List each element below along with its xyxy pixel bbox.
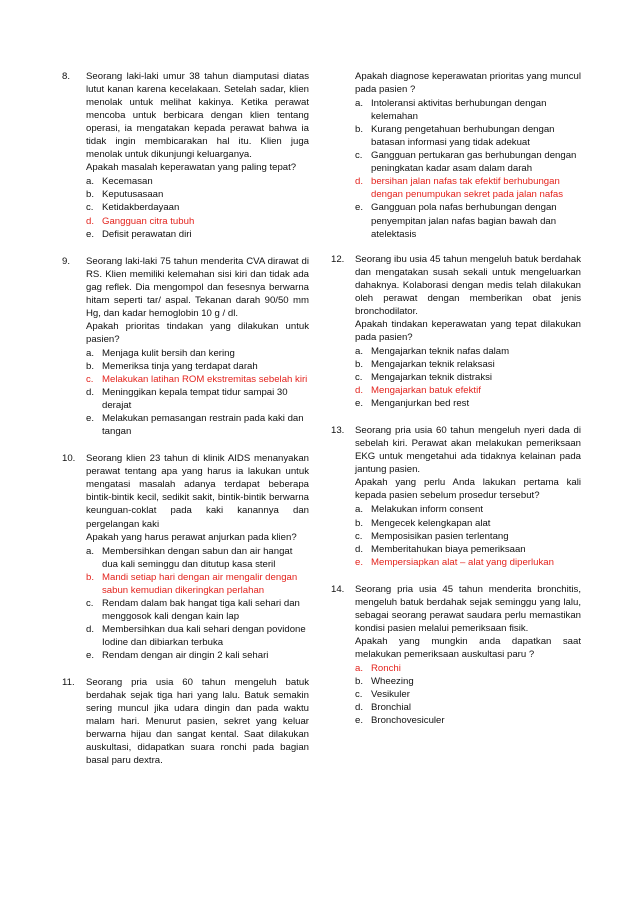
option-letter: b. (355, 124, 364, 136)
option-text: Gangguan pola nafas berhubungan dengan penyempitan jalan nafas bagian bawah dan atelektasis (371, 202, 557, 240)
option-letter: d. (355, 702, 364, 714)
option-text: Mengecek kelengkapan alat (371, 517, 491, 529)
question-number: 11. (62, 677, 75, 689)
option-letter: a. (86, 176, 95, 188)
question-body (355, 253, 581, 411)
answer-option (355, 201, 581, 240)
answer-option (86, 360, 309, 373)
option-text: Mandi setiap hari dengan air mengalir dengan sabun kemudian dikeringkan perlahan (102, 571, 298, 596)
option-letter: d. (86, 387, 95, 399)
question-prompt: Apakah masalah keperawatan yang paling tepat? (86, 162, 297, 174)
option-text: Menganjurkan bed rest (371, 398, 470, 410)
right-column (331, 70, 581, 741)
answer-option (355, 149, 581, 175)
option-text: Ketidakberdayaan (102, 202, 180, 214)
answer-option (355, 358, 581, 371)
question-number: 14. (331, 583, 345, 595)
answer-option (86, 412, 309, 438)
answer-option-correct (355, 556, 581, 569)
option-letter: e. (86, 413, 95, 425)
option-letter: d. (355, 385, 364, 397)
option-text: Kecemasan (102, 176, 153, 188)
option-text: Vesikuler (371, 689, 410, 701)
option-letter: d. (86, 623, 95, 635)
option-text: Mengajarkan teknik relaksasi (371, 358, 495, 370)
answer-option-correct (86, 571, 309, 597)
option-list (355, 662, 581, 727)
option-letter: c. (355, 530, 363, 542)
question-prompt: Apakah tindakan keperawatan yang tepat dilakukan pada pasien? (355, 318, 581, 343)
question-body (86, 255, 309, 439)
question-stem: Seorang pria usia 60 tahun mengeluh nyeri dada di sebelah kiri. Perawat akan melakukan pemeriksaan EKG untuk mengetahui ada tidaknya kelainan pada jantung pasien. (355, 425, 581, 476)
option-list (355, 503, 581, 568)
answer-option (355, 517, 581, 530)
option-text: Wheezing (371, 676, 414, 688)
question-prompt: Apakah yang perlu Anda lakukan pertama kali kepada pasien sebelum prosedur tersebut? (355, 477, 581, 502)
option-text: Meninggikan kepala tempat tidur sampai 30 derajat (102, 387, 288, 412)
option-letter: b. (86, 571, 95, 583)
answer-option (355, 688, 581, 701)
option-text: Memberitahukan biaya pemeriksaan (371, 543, 526, 555)
answer-option (86, 228, 309, 241)
answer-option (355, 123, 581, 149)
option-text: Membersihkan dengan sabun dan air hangat dua kali seminggu dan ditutup kasa steril (102, 545, 293, 570)
question-stem: Seorang pria usia 45 tahun menderita bronchitis, mengeluh batuk berdahak sejak seminggu yang lalu, sebagai seorang perawat saudara perlu memastikan kondisi pasien melalui pemeriksaan fisik. (355, 583, 581, 634)
option-text: Keputusasaan (102, 189, 164, 201)
question-stem: Seorang laki-laki 75 tahun menderita CVA dirawat di RS. Klien memiliki kelemahan sisi kiri dan tidak ada gag reflek. Dia mengompol dan fesesnya berwarna hitam seperti tar/ aspal. Tekanan darah 90/50 mm Hg, dan kadar hemoglobin 10 g / dl. (86, 255, 309, 319)
answer-option (355, 371, 581, 384)
option-letter: c. (86, 374, 94, 386)
answer-option (355, 503, 581, 516)
question-prompt: Apakah yang harus perawat anjurkan pada klien? (86, 531, 297, 543)
question-continuation (331, 70, 581, 241)
option-text: Bronchial (371, 702, 411, 714)
answer-option-correct (355, 662, 581, 675)
answer-option (86, 188, 309, 201)
question-prompt: Apakah diagnose keperawatan prioritas yang muncul pada pasien ? (355, 71, 581, 96)
question-block (62, 452, 309, 662)
option-text: Bronchovesiculer (371, 715, 445, 727)
option-letter: a. (86, 545, 95, 557)
option-letter: c. (355, 372, 363, 384)
answer-option (355, 530, 581, 543)
option-text: Gangguan pertukaran gas berhubungan dengan peningkatan kadar asam dalam darah (371, 150, 577, 175)
option-letter: a. (355, 504, 364, 516)
option-list (355, 345, 581, 410)
option-text: Mengajarkan teknik nafas dalam (371, 345, 510, 357)
option-list (86, 545, 309, 662)
option-text: Melakukan pemasangan restrain pada kaki dan tangan (102, 413, 304, 438)
option-text: Melakukan inform consent (371, 504, 483, 516)
option-text: Rendam dalam bak hangat tiga kali sehari dan menggosok kali dengan kain lap (102, 597, 300, 622)
option-letter: e. (355, 715, 364, 727)
answer-option-correct (86, 373, 309, 386)
question-prompt: Apakah yang mungkin anda dapatkan saat melakukan pemeriksaan auskultasi paru ? (355, 635, 581, 660)
option-letter: d. (355, 543, 364, 555)
answer-option (86, 545, 309, 571)
answer-option (355, 675, 581, 688)
option-text: Intoleransi aktivitas berhubungan dengan kelemahan (371, 98, 547, 123)
answer-option (86, 386, 309, 412)
answer-option (355, 97, 581, 123)
question-block (62, 70, 309, 241)
question-block (331, 424, 581, 569)
question-stem: Seorang klien 23 tahun di klinik AIDS menanyakan perawat tentang apa yang harus ia lakukan untuk mengatasi masalah adanya terdapat beberapa bintik-bintik kecil, sedikit sakit, bintik-bintik berwarna keunguan-coklat pada kaki kanannya dan pergelangan kaki (86, 453, 309, 530)
question-block (331, 253, 581, 411)
question-number: 13. (331, 425, 345, 437)
option-list (86, 347, 309, 438)
answer-option (86, 649, 309, 662)
answer-option (355, 345, 581, 358)
option-text: Menjaga kulit bersih dan kering (102, 347, 235, 359)
answer-option (86, 201, 309, 214)
question-block (62, 255, 309, 439)
option-text: Defisit perawatan diri (102, 228, 192, 240)
question-stem: Seorang pria usia 60 tahun mengeluh batuk berdahak sejak tiga hari yang lalu. Batuk semakin sering muncul jika udara dingin dan pada waktu malam hari. Menurut pasien, sekret yang keluar berwarna hijau dan sangat kental. Saat dilakukan auskultasi, didapatkan suara ronchi pada bagian basal paru dextra. (86, 677, 309, 767)
question-body (355, 424, 581, 569)
option-text: Mengajarkan teknik distraksi (371, 372, 493, 384)
option-letter: d. (355, 176, 364, 188)
answer-option-correct (355, 384, 581, 397)
answer-option (86, 347, 309, 360)
option-list (86, 175, 309, 240)
option-text: Gangguan citra tubuh (102, 215, 195, 227)
option-letter: a. (355, 98, 364, 110)
option-letter: a. (86, 347, 95, 359)
option-letter: c. (86, 597, 94, 609)
option-letter: b. (86, 360, 95, 372)
option-letter: c. (355, 150, 363, 162)
answer-option-correct (86, 215, 309, 228)
option-text: bersihan jalan nafas tak efektif berhubungan dengan penumpukan sekret pada jalan nafas (371, 176, 564, 201)
question-number: 10. (62, 453, 76, 465)
option-letter: b. (355, 358, 364, 370)
option-text: Mempersiapkan alat – alat yang diperlukan (371, 556, 554, 568)
answer-option (86, 175, 309, 188)
option-list (355, 97, 581, 241)
answer-option-correct (355, 175, 581, 201)
answer-option (355, 714, 581, 727)
answer-option (86, 597, 309, 623)
question-body (355, 583, 581, 728)
question-body (86, 70, 309, 241)
option-letter: e. (86, 228, 95, 240)
question-stem: Seorang laki-laki umur 38 tahun diamputasi diatas lutut kanan karena kecelakaan. Setelah sadar, klien menolak untuk melihat kakinya. Ketika perawat mencoba untuk berbicara dengan klien tentang operasi, ia mengatakan kepada perawat bahwa ia tidak ingin membicarakan hal itu. Klien juga menolak untuk dikunjungi keluarganya. (86, 71, 309, 161)
answer-option (355, 701, 581, 714)
left-column (62, 70, 309, 781)
question-body (86, 452, 309, 662)
option-letter: e. (355, 398, 364, 410)
option-text: Memeriksa tinja yang terdapat darah (102, 360, 258, 372)
option-letter: e. (355, 202, 364, 214)
option-text: Mengajarkan batuk efektif (371, 385, 481, 397)
answer-option (355, 397, 581, 410)
question-number: 12. (331, 253, 345, 265)
question-number: 9. (62, 255, 71, 267)
option-letter: c. (355, 689, 363, 701)
option-letter: b. (86, 189, 95, 201)
option-text: Melakukan latihan ROM ekstremitas sebelah kiri (102, 374, 308, 386)
option-text: Kurang pengetahuan berhubungan dengan batasan informasi yang tidak adekuat (371, 124, 555, 149)
option-letter: d. (86, 215, 95, 227)
option-letter: b. (355, 517, 364, 529)
option-letter: c. (86, 202, 94, 214)
option-text: Memposisikan pasien terlentang (371, 530, 509, 542)
question-block (331, 583, 581, 728)
option-letter: b. (355, 676, 364, 688)
question-stem: Seorang ibu usia 45 tahun mengeluh batuk berdahak dan mengatakan susah sekali untuk mengeluarkan dahaknya. Kolaborasi dengan medis telah dilakukan oleh perawat dengan memberikan obat jenis bronchodilator. (355, 253, 581, 317)
answer-option (86, 623, 309, 649)
answer-option (355, 543, 581, 556)
question-number: 8. (62, 71, 71, 82)
question-block (62, 676, 309, 767)
option-letter: a. (355, 662, 364, 674)
option-text: Membersihkan dua kali sehari dengan povidone Iodine dan dibiarkan terbuka (102, 623, 306, 648)
option-letter: a. (355, 345, 364, 357)
option-text: Ronchi (371, 662, 401, 674)
option-letter: e. (355, 556, 364, 568)
option-text: Rendam dengan air dingin 2 kali sehari (102, 649, 269, 661)
option-letter: e. (86, 649, 95, 661)
question-prompt: Apakah prioritas tindakan yang dilakukan untuk pasien? (86, 320, 309, 345)
question-body (86, 676, 309, 767)
